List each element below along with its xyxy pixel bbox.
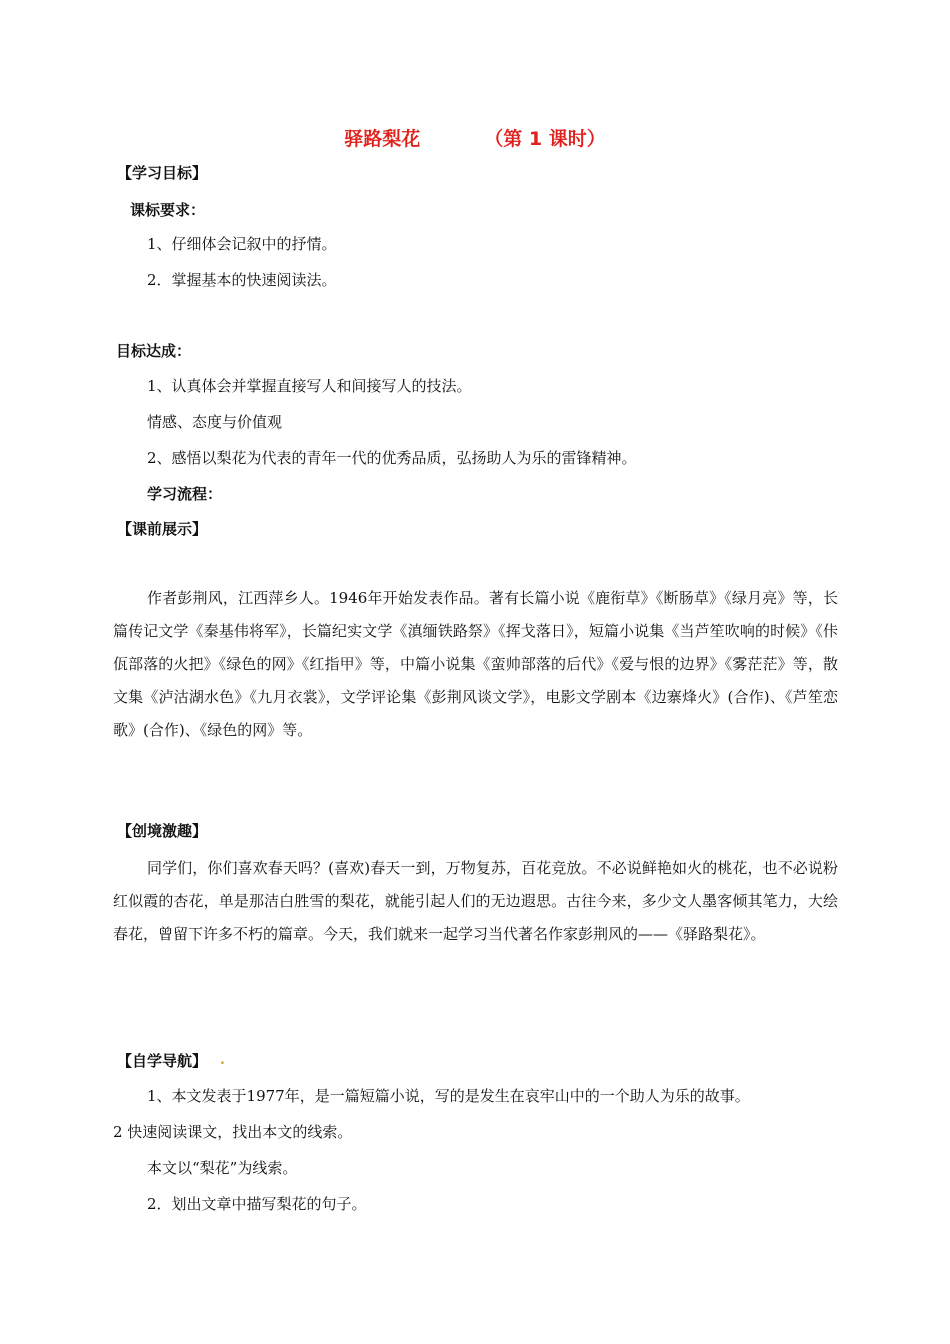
self-study-item-2: 2 快速阅读课文，找出本文的线索。	[113, 1123, 353, 1141]
title-main: 驿路梨花	[344, 128, 421, 150]
self-study-item-1: 1、本文发表于1977年，是一篇短篇小说，写的是发生在哀牢山中的一个助人为乐的故事。	[147, 1087, 750, 1105]
intro-heading: 【创境激趣】	[117, 822, 208, 840]
page-title	[0, 124, 950, 151]
preview-paragraph: 作者彭荆风，江西萍乡人。1946年开始发表作品。著有长篇小说《鹿衔草》《断肠草》《绿月亮》等，长篇传记文学《秦基伟将军》，长篇纪实文学《滇缅铁路祭》《挥戈落日》，短篇小说集《当芦笙吹响的时候》《佧佤部落的火把》《绿色的网》《红指甲》等，中篇小说集《蛮帅部落的后代》《爱与恨的边界》《雾茫茫》等，散文集《泸沽湖水色》《九月衣裳》，文学评论集《彭荆风谈文学》，电影文学剧本《边寨烽火》(合作)、《芦笙恋歌》(合作)、《绿色的网》等。	[113, 589, 838, 739]
preview-heading: 【课前展示】	[117, 520, 208, 538]
emotion-label: 情感、态度与价值观	[147, 413, 283, 431]
intro-paragraph: 同学们，你们喜欢春天吗？(喜欢)春天一到，万物复苏，百花竞放。不必说鲜艳如火的桃花，也不必说粉红似霞的杏花，单是那洁白胜雪的梨花，就能引起人们的无边遐思。古往今来，多少文人墨客倾其笔力，大绘春花，曾留下许多不朽的篇章。今天，我们就来一起学习当代著名作家彭荆风的——《驿路梨花》。	[113, 859, 838, 943]
achieve-label: 目标达成：	[116, 342, 192, 360]
self-study-item-3: 2．划出文章中描写梨花的句子。	[147, 1195, 367, 1213]
self-study-heading: 【自学导航】	[117, 1052, 208, 1070]
standard-item-1: 1、仔细体会记叙中的抒情。	[147, 235, 337, 253]
goals-heading: 【学习目标】	[117, 164, 208, 182]
process-label: 学习流程：	[147, 485, 223, 503]
mark-dot: .	[220, 1052, 225, 1068]
standard-item-2: 2．掌握基本的快速阅读法。	[147, 271, 337, 289]
achieve-item-2: 2、感悟以梨花为代表的青年一代的优秀品质，弘扬助人为乐的雷锋精神。	[147, 449, 637, 467]
title-lesson: （第 1 课时）	[484, 128, 606, 150]
standard-label: 课标要求：	[130, 201, 206, 219]
self-study-answer: 本文以“梨花”为线索。	[147, 1159, 298, 1177]
achieve-item-1: 1、认真体会并掌握直接写人和间接写人的技法。	[147, 377, 472, 395]
